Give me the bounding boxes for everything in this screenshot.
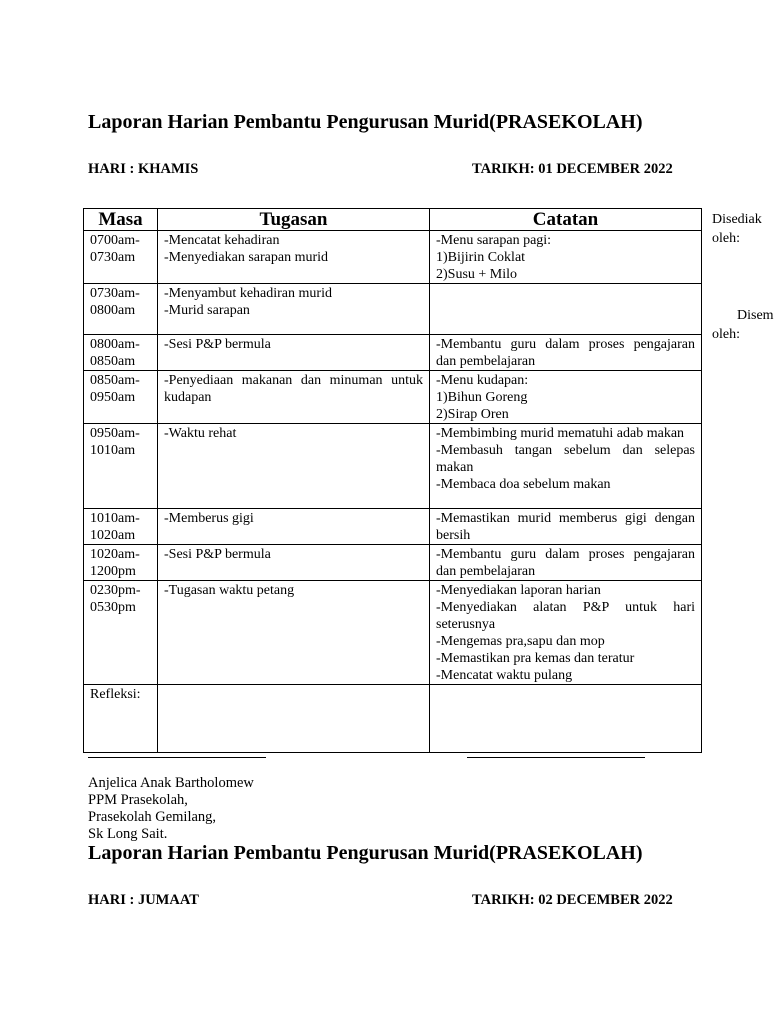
cell-tugasan <box>158 685 430 753</box>
cell-catatan <box>430 371 702 424</box>
cell-catatan-line: -Menu sarapan pagi: <box>436 233 552 248</box>
cell-masa-line: 0230pm- <box>90 583 141 598</box>
cell-tugasan <box>158 371 430 424</box>
cell-masa-line: 1010am <box>90 443 136 458</box>
cell-catatan-line: -Membantu guru dalam proses pengajaran dan pembelajaran <box>436 547 695 579</box>
cell-masa <box>84 284 158 335</box>
report-date: TARIKH: 01 DECEMBER 2022 <box>472 161 673 177</box>
cell-masa-line: 0700am- <box>90 233 140 248</box>
cell-catatan <box>430 231 702 284</box>
cell-catatan-line: -Menyediakan alatan P&P untuk hari seterusnya <box>436 600 695 632</box>
signature-location: Sk Long Sait. <box>88 826 168 842</box>
header-masa: Masa <box>84 209 158 231</box>
cell-masa-line: 1020am <box>90 528 136 543</box>
cell-tugasan-line: -Tugasan waktu petang <box>164 583 295 598</box>
cell-tugasan-line: -Sesi P&P bermula <box>164 547 271 562</box>
table-row <box>84 231 702 284</box>
report-title-2: Laporan Harian Pembantu Pengurusan Murid(PRASEKOLAH) <box>88 842 643 864</box>
signature-line-right <box>467 757 645 758</box>
signature-name: Anjelica Anak Bartholomew <box>88 775 254 791</box>
checked-by-line: Disem <box>737 308 774 323</box>
cell-tugasan-line: -Memberus gigi <box>164 511 254 526</box>
cell-tugasan <box>158 231 430 284</box>
cell-tugasan <box>158 509 430 545</box>
cell-catatan <box>430 335 702 371</box>
cell-tugasan-line: -Murid sarapan <box>164 303 250 318</box>
cell-tugasan-line: -Mencatat kehadiran <box>164 233 280 248</box>
cell-catatan <box>430 685 702 753</box>
cell-masa <box>84 424 158 509</box>
cell-tugasan <box>158 581 430 685</box>
cell-catatan <box>430 581 702 685</box>
cell-masa-line: 0530pm <box>90 600 136 615</box>
cell-masa <box>84 371 158 424</box>
cell-masa <box>84 545 158 581</box>
cell-catatan-line: -Memastikan pra kemas dan teratur <box>436 651 635 666</box>
cell-catatan <box>430 284 702 335</box>
checked-by-oleh: oleh: <box>712 327 740 342</box>
table-row <box>84 509 702 545</box>
cell-masa <box>84 581 158 685</box>
cell-masa-line: 1010am- <box>90 511 140 526</box>
cell-catatan-line: -Menyediakan laporan harian <box>436 583 601 598</box>
header-tugasan: Tugasan <box>158 209 430 231</box>
checked-by-label <box>712 306 774 344</box>
cell-catatan-line: -Membantu guru dalam proses pengajaran dan pembelajaran <box>436 337 695 369</box>
cell-masa-line: 0800am- <box>90 337 140 352</box>
report-day: HARI : KHAMIS <box>88 161 199 177</box>
table-row <box>84 545 702 581</box>
cell-catatan-line: -Membasuh tangan sebelum dan selepas makan <box>436 443 695 475</box>
cell-catatan-line: -Mencatat waktu pulang <box>436 668 573 683</box>
cell-tugasan-line: -Menyambut kehadiran murid <box>164 286 332 301</box>
table-row <box>84 685 702 753</box>
cell-masa <box>84 509 158 545</box>
cell-catatan-line: 2)Sirap Oren <box>436 407 509 422</box>
cell-catatan <box>430 424 702 509</box>
prepared-by-line: Disediak <box>712 212 762 227</box>
cell-masa <box>84 231 158 284</box>
cell-tugasan <box>158 335 430 371</box>
report-title: Laporan Harian Pembantu Pengurusan Murid(PRASEKOLAH) <box>88 111 643 133</box>
cell-catatan-line: -Mengemas pra,sapu dan mop <box>436 634 605 649</box>
cell-catatan-line: 1)Bijirin Coklat <box>436 250 526 265</box>
prepared-by-label <box>712 210 762 248</box>
signature-block <box>88 775 254 843</box>
cell-masa-line: 0950am <box>90 390 136 405</box>
cell-masa-line: 1200pm <box>90 564 136 579</box>
cell-tugasan-line: -Menyediakan sarapan murid <box>164 250 329 265</box>
cell-tugasan <box>158 284 430 335</box>
cell-catatan-line: -Membaca doa sebelum makan <box>436 477 611 492</box>
cell-catatan-line: 1)Bihun Goreng <box>436 390 528 405</box>
signature-position: PPM Prasekolah, <box>88 792 188 808</box>
table-row <box>84 581 702 685</box>
table-row <box>84 335 702 371</box>
cell-masa <box>84 685 158 753</box>
signature-school: Prasekolah Gemilang, <box>88 809 217 825</box>
table-row <box>84 371 702 424</box>
cell-catatan-line: -Menu kudapan: <box>436 373 529 388</box>
cell-masa-line: 0800am <box>90 303 136 318</box>
cell-masa-line: 0850am- <box>90 373 140 388</box>
cell-masa-line: 0850am <box>90 354 136 369</box>
cell-masa-line: 0730am- <box>90 286 140 301</box>
cell-tugasan-line: -Penyediaan makanan dan minuman untuk kudapan <box>164 373 423 405</box>
header-catatan: Catatan <box>430 209 702 231</box>
cell-masa-line: 0950am- <box>90 426 140 441</box>
cell-catatan-line: -Membimbing murid mematuhi adab makan <box>436 426 685 441</box>
table-header-row <box>84 209 702 231</box>
cell-catatan <box>430 545 702 581</box>
table-row <box>84 284 702 335</box>
cell-catatan-line: 2)Susu + Milo <box>436 267 518 282</box>
cell-masa-line: Refleksi: <box>90 687 141 702</box>
cell-masa <box>84 335 158 371</box>
prepared-by-oleh: oleh: <box>712 231 740 246</box>
cell-catatan <box>430 509 702 545</box>
cell-tugasan-line: -Waktu rehat <box>164 426 237 441</box>
cell-tugasan <box>158 545 430 581</box>
signature-line-left <box>88 757 266 758</box>
cell-tugasan <box>158 424 430 509</box>
table-row <box>84 424 702 509</box>
report-day-2: HARI : JUMAAT <box>88 892 199 908</box>
report-date-2: TARIKH: 02 DECEMBER 2022 <box>472 892 673 908</box>
cell-catatan-line: -Memastikan murid memberus gigi dengan bersih <box>436 511 695 543</box>
cell-tugasan-line: -Sesi P&P bermula <box>164 337 271 352</box>
cell-masa-line: 0730am <box>90 250 136 265</box>
cell-masa-line: 1020am- <box>90 547 140 562</box>
schedule-table <box>83 208 702 753</box>
